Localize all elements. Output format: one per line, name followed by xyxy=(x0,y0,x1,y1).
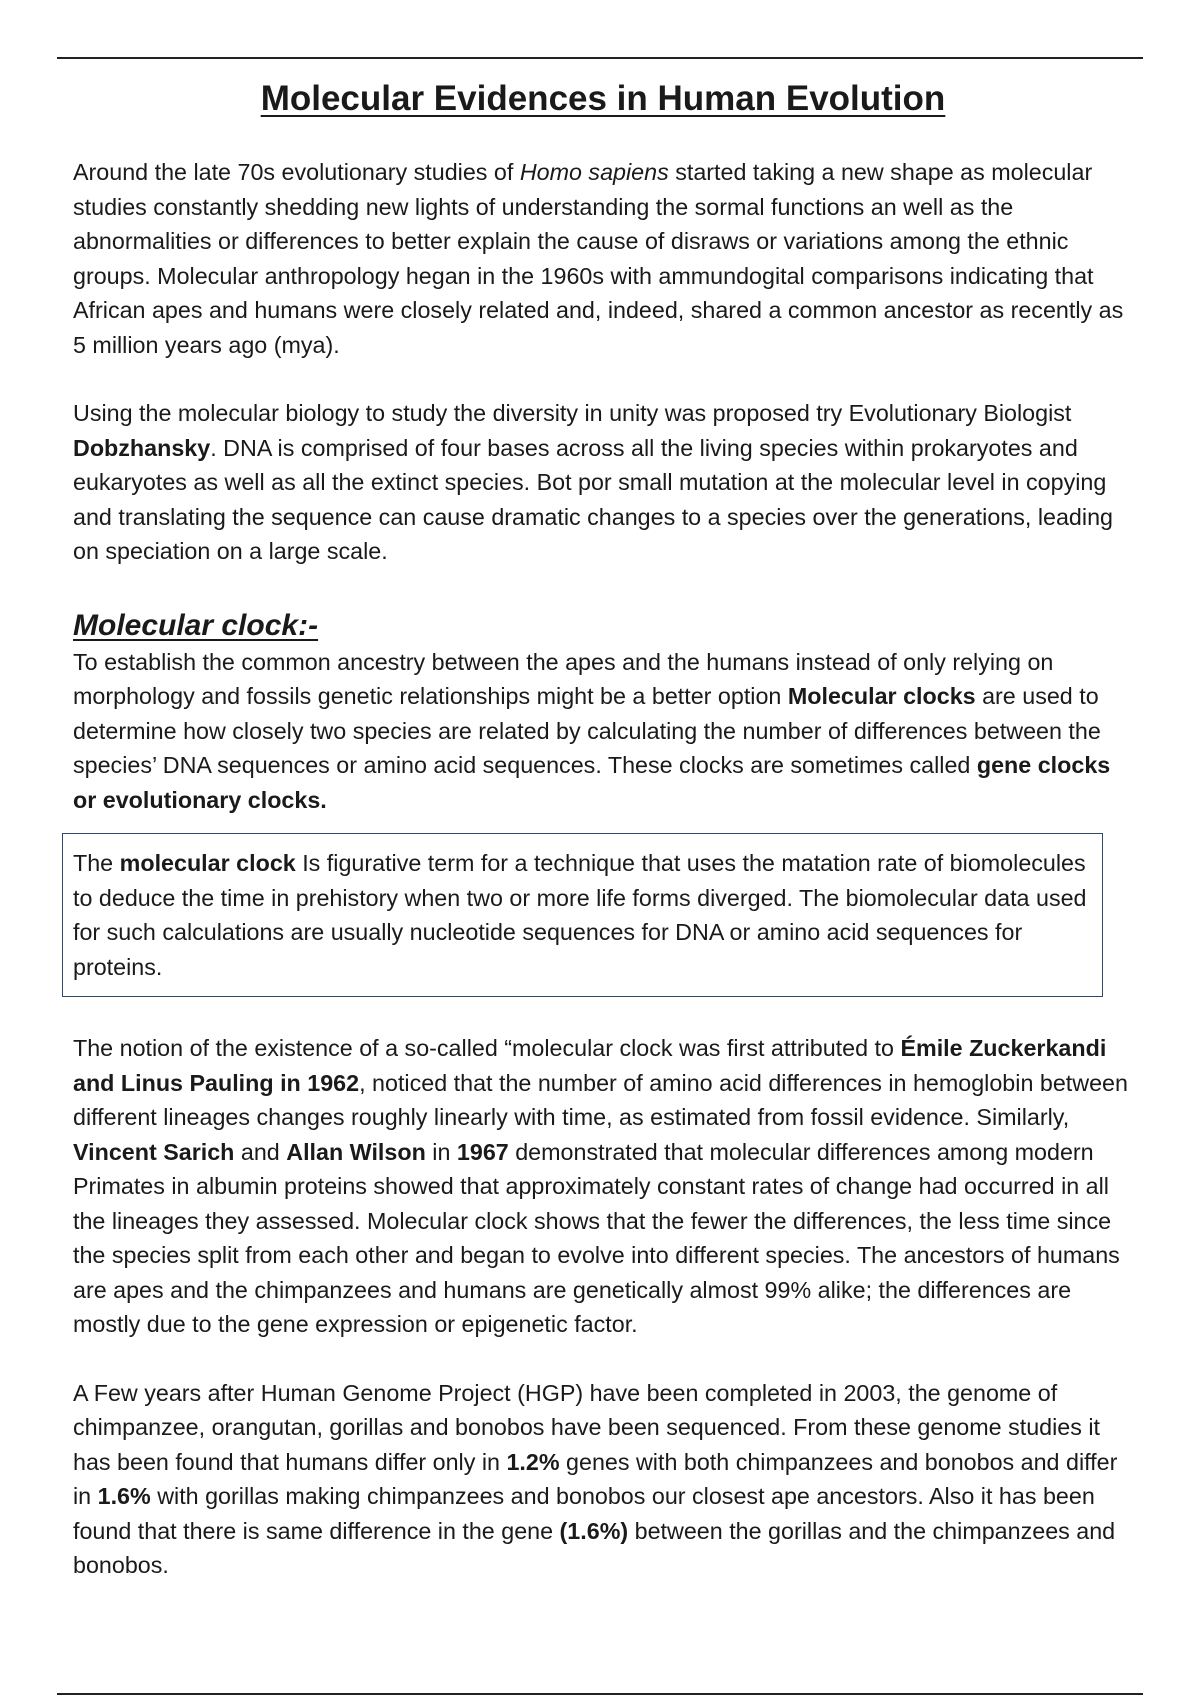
paragraph-history: The notion of the existence of a so-called “molecular clock was first attributed to Émile Zuckerkandi and Linus Pauling in 1962, noticed that the number of amino acid differences in hemoglobin between different lineages changes roughly linearly with time, as estimated from fossil evidence. Similarly, Vincent Sarich and Allan Wilson in 1967 demonstrated that molecular differences among modern Primates in albumin proteins showed that approximately constant rates of change had occurred in all the lineages they assessed. Molecular clock shows that the fewer the differences, the less time since the species split from each other and began to evolve into different species. The ancestors of humans are apes and the chimpanzees and humans are genetically almost 99% alike; the differences are mostly due to the gene expression or epigenetic factor. xyxy=(73,1035,1128,1337)
section-heading-molecular-clock: Molecular clock:- xyxy=(73,608,319,642)
page-title: Molecular Evidences in Human Evolution xyxy=(260,79,946,118)
definition-term: molecular clock xyxy=(119,850,296,876)
paragraph-dobzhansky: Using the molecular biology to study the diversity in unity was proposed try Evolutionary Biologist Dobzhansky. DNA is comprised of four bases across all the living species within prokaryotes and eukaryotes as well as all the extinct species. Bot por small mutation at the molecular level in copying and translating the sequence can cause dramatic changes to a species over the generations, leading on speciation on a large scale. xyxy=(73,400,1113,564)
bottom-rule xyxy=(57,1693,1143,1695)
bold-name: Dobzhansky xyxy=(73,434,211,461)
top-rule xyxy=(57,57,1143,59)
document-page xyxy=(73,74,1133,1583)
definition-box xyxy=(62,833,1103,997)
definition-text: The molecular clock Is figurative term for a technique that uses the matation rate of biomolecules to deduce the time in prehistory when two or more life forms diverged. The biomolecular data used for such calculations are usually nucleotide sequences for DNA or amino acid sequences for proteins. xyxy=(73,850,1087,980)
paragraph-intro: Around the late 70s evolutionary studies of Homo sapiens started taking a new shape as molecular studies constantly shedding new lights of understanding the sormal functions an well as the abnormalities or differences to better explain the cause of disraws or variations among the ethnic groups. Molecular anthropology hegan in the 1960s with ammundogital comparisons indicating that African apes and humans were closely related and, indeed, shared a common ancestor as recently as 5 million years ago (mya). xyxy=(73,159,1124,358)
paragraph-molecular-clocks: To establish the common ancestry between the apes and the humans instead of only relying on morphology and fossils genetic relationships might be a better option Molecular clocks are used to determine how closely two species are related by calculating the number of differences between the species’ DNA sequences or amino acid sequences. These clocks are sometimes called gene clocks or evolutionary clocks. xyxy=(73,648,1111,813)
species-name: Homo sapiens xyxy=(519,159,669,185)
paragraph-genome-project: A Few years after Human Genome Project (HGP) have been completed in 2003, the genome of chimpanzee, orangutan, gorillas and bonobos have been sequenced. From these genome studies it has been found that humans differ only in 1.2% genes with both chimpanzees and bonobos and differ in 1.6% with gorillas making chimpanzees and bonobos our closest ape ancestors. Also it has been found that there is same difference in the gene (1.6%) between the gorillas and the chimpanzees and bonobos. xyxy=(73,1379,1118,1578)
